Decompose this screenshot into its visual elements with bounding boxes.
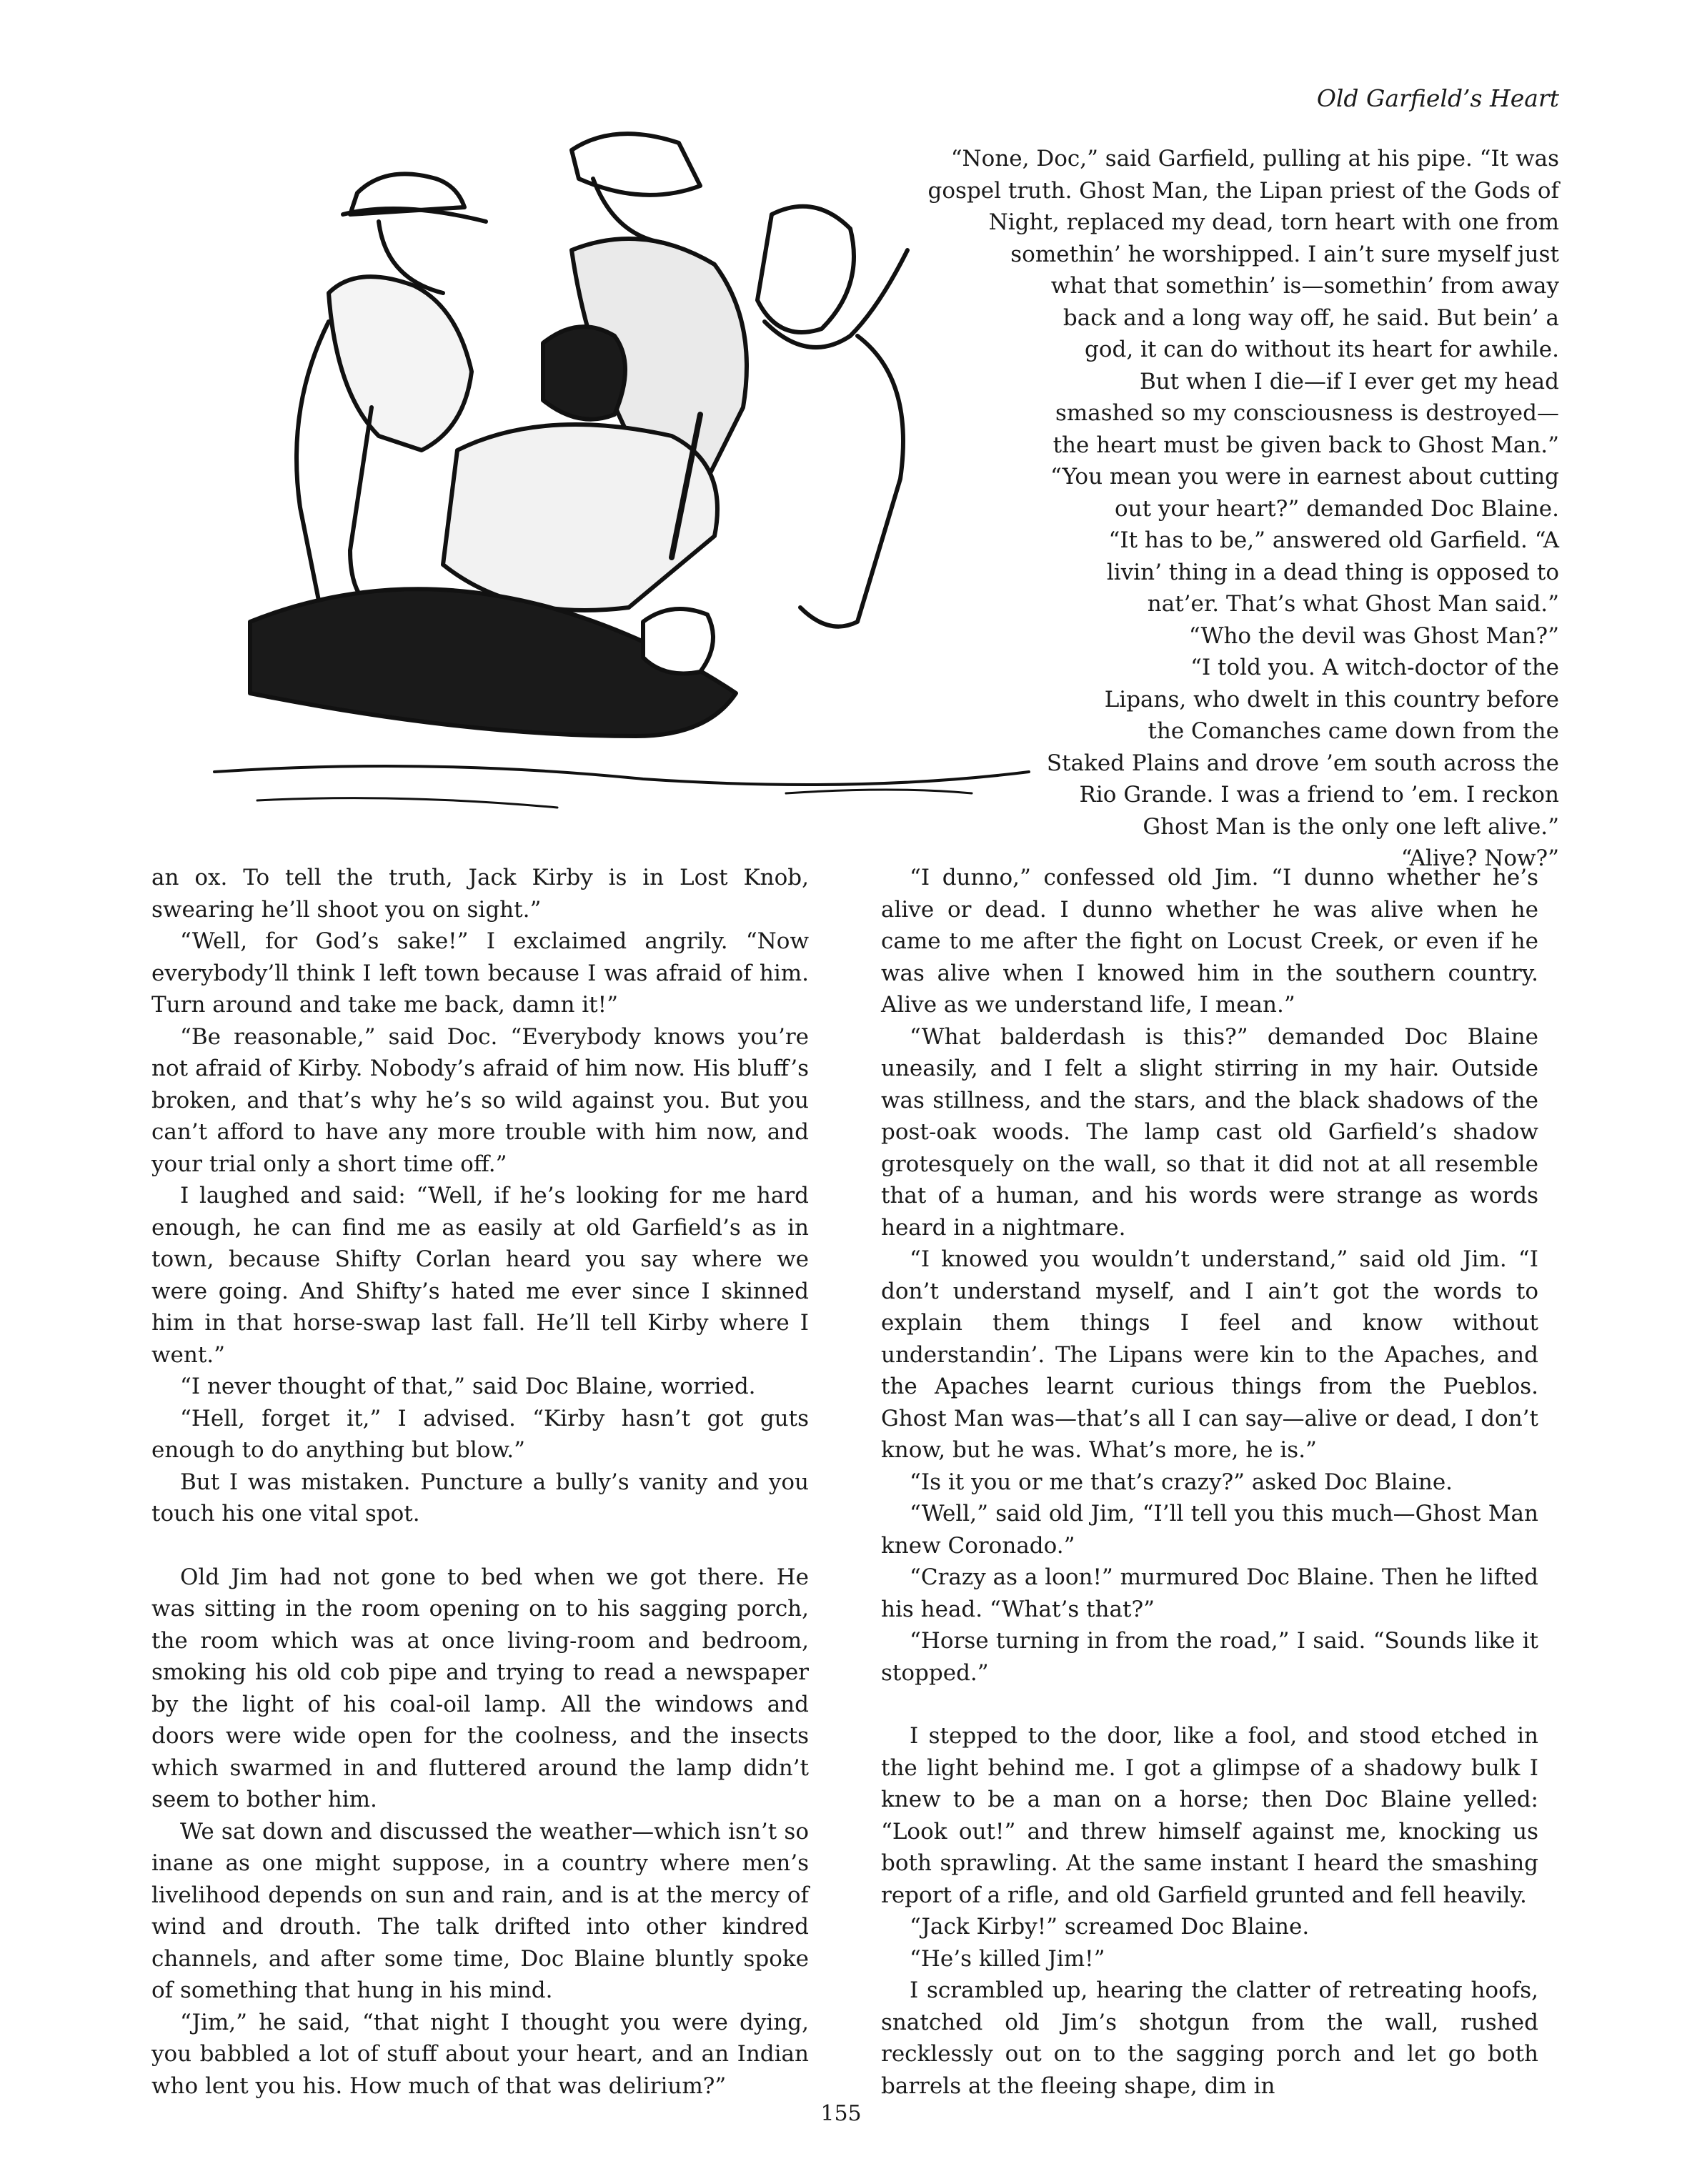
wrapped-line: “You mean you were in earnest about cutting <box>1050 464 1559 490</box>
paragraph: “I never thought of that,” said Doc Blaine, worried. <box>180 1374 756 1399</box>
left-column <box>151 862 809 2102</box>
wrapped-line: gospel truth. Ghost Man, the Lipan priest of the Gods of <box>927 177 1559 204</box>
wrapped-line: livin’ thing in a dead thing is opposed to <box>1106 559 1559 585</box>
wrapped-line: Rio Grande. I was a friend to ’em. I reckon <box>1079 782 1559 808</box>
paragraph: “What balderdash is this?” demanded Doc Blaine uneasily, and I felt a slight stirring in my hair. Outside was stillness, and the stars, and the black shadows of the post-oak woods. The lamp cast old Garfield’s shadow grotesquely on the wall, so that it did not at all resemble that of a human, and his words were strange as words heard in a nightmare. <box>881 1023 1538 1241</box>
paragraph: “Well,” said old Jim, “I’ll tell you this much—Ghost Man knew Coronado.” <box>881 1501 1538 1559</box>
wrapped-line: somethin’ he worshipped. I ain’t sure myself just <box>1010 241 1559 267</box>
wrapped-line: what that somethin’ is—somethin’ from away <box>1050 273 1559 299</box>
paragraph: “Is it you or me that’s crazy?” asked Doc Blaine. <box>910 1469 1453 1495</box>
wrapped-line: Staked Plains and drove ’em south across the <box>1046 750 1559 776</box>
page-number: 155 <box>820 2101 862 2126</box>
wrapped-line: Lipans, who dwelt in this country before <box>1104 686 1559 713</box>
paragraph: I laughed and said: “Well, if he’s looking for me hard enough, he can find me as easily at old Garfield’s as in town, because Shifty Corlan heard you say where we were going. And Shifty’s hated me ever since I skinned him in that horse-swap last fall. He’ll tell Kirby where I went.” <box>151 1183 809 1368</box>
running-header: Old Garfield’s Heart <box>1316 84 1559 112</box>
paragraph: “Jack Kirby!” screamed Doc Blaine. <box>910 1914 1310 1940</box>
paragraph: Old Jim had not gone to bed when we got there. He was sitting in the room opening on to his sagging porch, the room which was at once living-room and bedroom, smoking his old cob pipe and trying to read a newspaper by the light of his coal-oil lamp. All the windows and doors were wide open for the coolness, and the insects which swarmed in and fluttered around the lamp didn’t seem to bother him. <box>151 1564 809 1812</box>
paragraph: “Jim,” he said, “that night I thought you were dying, you babbled a lot of stuff about your heart, and an Indian who lent you his. How much of that was delirium?” <box>151 2009 809 2099</box>
paragraph: I scrambled up, hearing the clatter of retreating hoofs, snatched old Jim’s shotgun from the wall, rushed recklessly out on to the sagging porch and let go both barrels at the fleeing shape, dim in <box>881 1977 1538 2099</box>
wrapped-line: smashed so my consciousness is destroyed— <box>1055 400 1559 426</box>
paragraph: But I was mistaken. Puncture a bully’s vanity and you touch his one vital spot. <box>151 1469 809 1527</box>
paragraph: “Hell, forget it,” I advised. “Kirby hasn’t got guts enough to do anything but blow.” <box>151 1405 809 1463</box>
paragraph: “Be reasonable,” said Doc. “Everybody knows you’re not afraid of Kirby. Nobody’s afraid of him now. His bluff’s broken, and that’s why he’s so wild against you. But you can’t afford to have any more trouble with him now, and your trial only a short time off.” <box>151 1023 809 1177</box>
wrapped-line: nat’er. That’s what Ghost Man said.” <box>1147 591 1559 617</box>
paragraph: “I knowed you wouldn’t understand,” said old Jim. “I don’t understand myself, and I ain’t got the words to explain them things I feel and know without understandin’. The Lipans were kin to the Apaches, and the Apaches learnt curious things from the Pueblos. Ghost Man was—that’s all I can say—alive or dead, I don’t know, but he was. What’s more, he is.” <box>881 1246 1538 1463</box>
paragraph: “Well, for God’s sake!” I exclaimed angrily. “Now everybody’ll think I left town because I was afraid of him. Turn around and take me back, damn it!” <box>151 928 809 1018</box>
wrapped-line: god, it can do without its heart for awhile. <box>1084 337 1559 362</box>
paragraph: an ox. To tell the truth, Jack Kirby is in Lost Knob, swearing he’ll shoot you on sight.” <box>151 865 809 923</box>
paragraph: “He’s killed Jim!” <box>910 1945 1105 1972</box>
right-column <box>881 862 1538 2102</box>
wrapped-line: the heart must be given back to Ghost Man.” <box>1053 432 1559 458</box>
wrapped-line: “Alive? Now?” <box>1400 845 1559 871</box>
paragraph: I stepped to the door, like a fool, and stood etched in the light behind me. I got a glimpse of a shadowy bulk I knew to be a man on a horse; then Doc Blaine yelled: “Look out!” and threw himself against me, knocking us both sprawling. At the same instant I heard the smashing report of a rifle, and old Garfield grunted and fell heavily. <box>881 1723 1538 1908</box>
wrapped-line: But when I die—if I ever get my head <box>1139 368 1559 394</box>
wrapped-line: Night, replaced my dead, torn heart with one from <box>988 209 1559 235</box>
wrapped-line: out your heart?” demanded Doc Blaine. <box>1114 495 1559 522</box>
paragraph: We sat down and discussed the weather—which isn’t so inane as one might suppose, in a country where men’s livelihood depends on sun and rain, and is at the mercy of wind and drouth. The talk drifted into other kindred channels, and after some time, Doc Blaine bluntly spoke of something that hung in his mind. <box>151 1818 809 2003</box>
top-right-wrapped-text <box>916 143 1559 875</box>
wrapped-line: back and a long way off, he said. But bein’ a <box>1063 304 1559 331</box>
paragraph: “Horse turning in from the road,” I said. “Sounds like it stopped.” <box>881 1628 1538 1686</box>
paragraph: “I dunno,” confessed old Jim. “I dunno whether he’s alive or dead. I dunno whether he was alive when he came to me after the fight on Locust Creek, or even if he was alive when I knowed him in the southern country. Alive as we understand life, I mean.” <box>881 865 1538 1018</box>
wrapped-line: Ghost Man is the only one left alive.” <box>1143 813 1559 840</box>
section-break <box>151 1530 809 1562</box>
wrapped-line: “I told you. A witch-doctor of the <box>1190 655 1559 680</box>
wrapped-line: “None, Doc,” said Garfield, pulling at his pipe. “It was <box>950 146 1559 172</box>
section-break <box>881 1689 1538 1720</box>
wrapped-line: “Who the devil was Ghost Man?” <box>1188 622 1559 649</box>
wrapped-line: “It has to be,” answered old Garfield. “A <box>1108 527 1559 553</box>
wrapped-line: the Comanches came down from the <box>1148 718 1559 744</box>
paragraph: “Crazy as a loon!” murmured Doc Blaine. Then he lifted his head. “What’s that?” <box>881 1564 1538 1622</box>
